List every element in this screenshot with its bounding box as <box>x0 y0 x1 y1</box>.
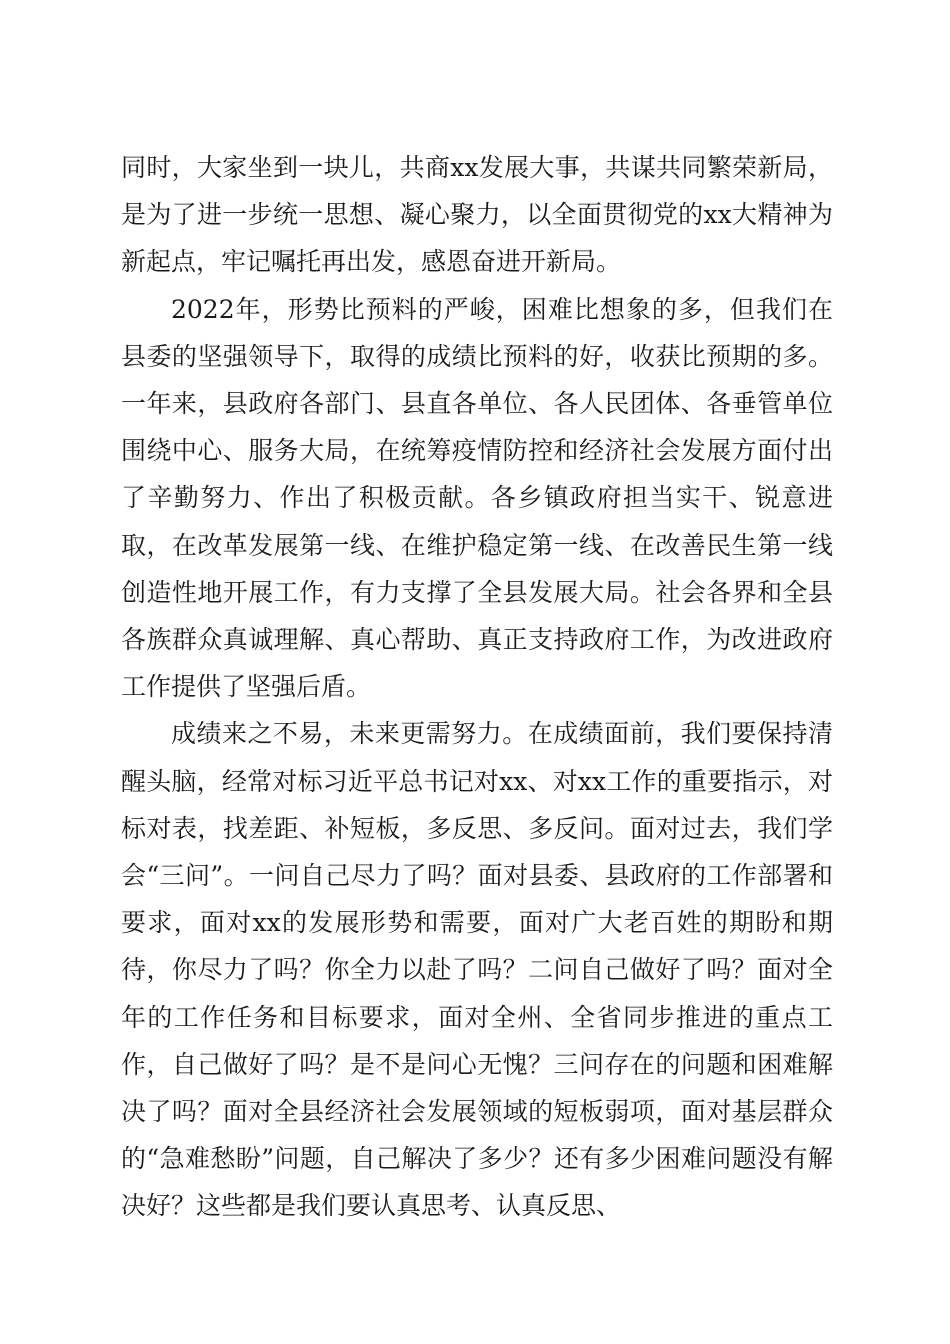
body-text <box>121 144 833 1230</box>
paragraph-1: 同时，大家坐到一块儿，共商xx发展大事，共谋共同繁荣新局，是为了进一步统一思想、凝心聚力，以全面贯彻党的xx大精神为新起点，牢记嘱托再出发，感恩奋进开新局。 <box>121 153 833 277</box>
paragraph-3: 成绩来之不易，未来更需努力。在成绩面前，我们要保持清醒头脑，经常对标习近平总书记对xx、对xx工作的重要指示，对标对表，找差距、补短板，多反思、多反问。面对过去，我们学会“三问”。一问自己尽力了吗？面对县委、县政府的工作部署和要求，面对xx的发展形势和需要，面对广大老百姓的期盼和期待，你尽力了吗？你全力以赴了吗？二问自己做好了吗？面对全年的工作任务和目标要求，面对全州、全省同步推进的重点工作，自己做好了吗？是不是问心无愧？三问存在的问题和困难解决了吗？面对全县经济社会发展领域的短板弱项，面对基层群众的“急难愁盼”问题，自己解决了多少？还有多少困难问题没有解决好？这些都是我们要认真思考、认真反思、 <box>121 719 833 1221</box>
paragraph-2: 2022年，形势比预料的严峻，困难比想象的多，但我们在县委的坚强领导下，取得的成绩比预料的好，收获比预期的多。一年来，县政府各部门、县直各单位、各人民团体、各垂管单位围绕中心、服务大局，在统筹疫情防控和经济社会发展方面付出了辛勤努力、作出了积极贡献。各乡镇政府担当实干、锐意进取，在改革发展第一线、在维护稳定第一线、在改善民生第一线创造性地开展工作，有力支撑了全县发展大局。社会各界和全县各族群众真诚理解、真心帮助、真正支持政府工作，为改进政府工作提供了坚强后盾。 <box>121 294 833 702</box>
